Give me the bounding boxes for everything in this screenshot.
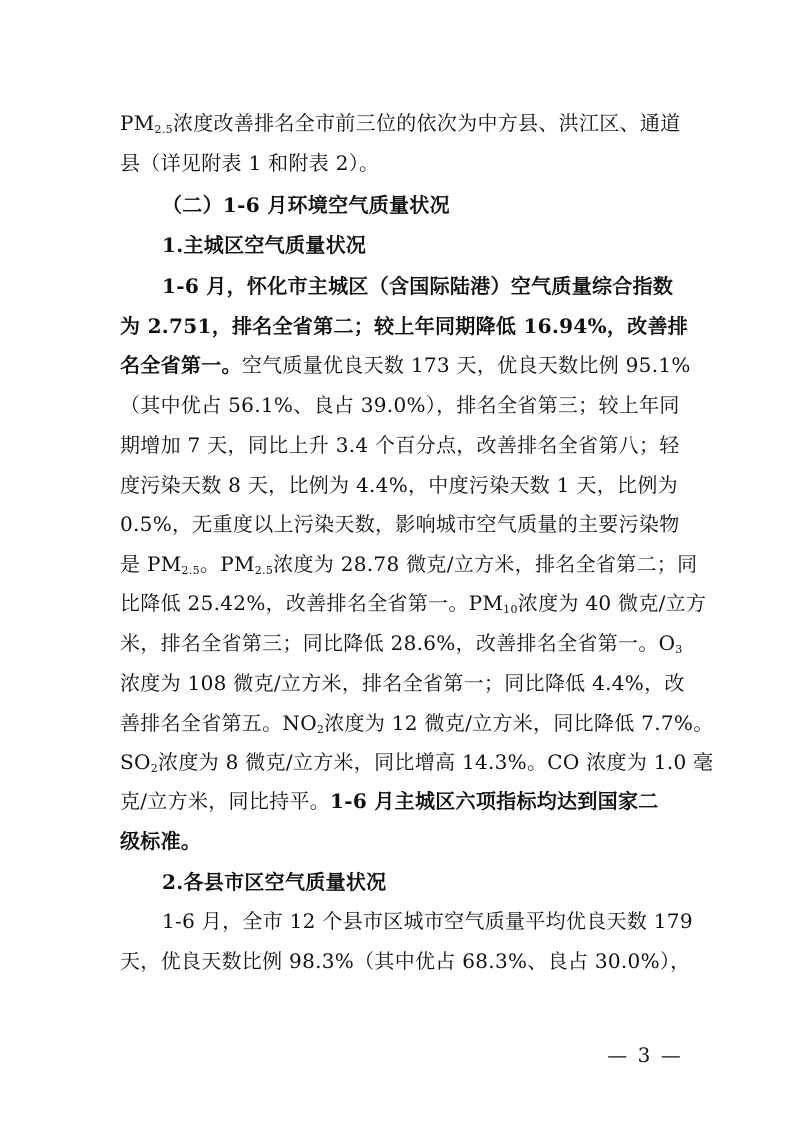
text-segment: 期增加 7 天，同比上升 3.4 个百分点，改善排名全省第八；轻 <box>120 433 680 457</box>
text-line-5 <box>162 267 680 305</box>
text-segment: 浓度为 28.78 微克/立方米，排名全省第二；同 <box>273 552 698 576</box>
text-segment: 米，排名全省第三；同比降低 28.6%，改善排名全省第一。O <box>120 631 676 655</box>
text-segment: 天，优良天数比例 98.3%（其中优占 68.3%、良占 30.0%）， <box>120 949 691 973</box>
bold-text-segment: 1-6 月，怀化市主城区（含国际陆港）空气质量综合指数 <box>162 274 674 298</box>
section-heading-2 <box>162 186 722 224</box>
bold-text-segment: 为 2.751，排名全省第二；较上年同期降低 16.94%，改善排 <box>120 314 689 338</box>
text-line-16 <box>120 704 714 742</box>
text-line-18 <box>120 782 680 820</box>
subscript-text: 2.5 <box>181 564 200 577</box>
text-line-2 <box>120 144 680 182</box>
subsection-heading-2 <box>162 863 722 901</box>
text-segment: 0.5%，无重度以上污染天数，影响城市空气质量的主要污染物 <box>120 512 680 536</box>
text-line-17 <box>120 743 714 781</box>
text-segment: 克/立方米，同比持平。 <box>120 789 331 813</box>
text-segment: 浓度为 108 微克/立方米，排名全省第一；同比降低 4.4%，改 <box>120 671 685 695</box>
text-segment: 比降低 25.42%，改善排名全省第一。PM <box>120 591 504 615</box>
text-segment: 空气质量优良天数 173 天，优良天数比例 95.1% <box>241 353 691 377</box>
text-line-19 <box>120 822 680 860</box>
subscript-text: 2.5 <box>254 564 274 577</box>
subscript-text: 2.5 <box>154 123 173 136</box>
text-line-10 <box>120 466 680 504</box>
bold-text-segment: 名全省第一。 <box>120 353 242 377</box>
text-segment: 浓度为 12 微克/立方米，同比降低 7.7%。 <box>324 711 714 735</box>
text-segment: SO <box>120 750 151 774</box>
text-segment: 。PM <box>199 552 255 576</box>
bold-text-segment: 2.各县市区空气质量状况 <box>162 870 387 894</box>
text-line-9 <box>120 426 680 464</box>
text-line-14 <box>120 624 683 662</box>
text-segment: 度污染天数 8 天，比例为 4.4%，中度污染天数 1 天，比例为 <box>120 473 678 497</box>
page-number: — 3 — <box>607 1043 683 1067</box>
text-line-1 <box>120 104 680 142</box>
bold-text-segment: 级标准。 <box>120 829 202 853</box>
bold-text-segment: 1-6 月主城区六项指标均达到国家二 <box>330 789 659 813</box>
text-line-22 <box>120 942 691 980</box>
text-segment: 是 PM <box>120 552 182 576</box>
text-segment: 浓度改善排名全市前三位的依次为中方县、洪江区、通道 <box>172 111 681 135</box>
text-line-13 <box>120 584 707 622</box>
text-segment: 善排名全省第五。NO <box>120 711 317 735</box>
text-line-11 <box>120 505 680 543</box>
subscript-text: 2 <box>150 762 159 775</box>
bold-text-segment: （二）1-6 月环境空气质量状况 <box>162 193 450 217</box>
text-line-7 <box>120 346 691 384</box>
text-segment: 浓度为 8 微克/立方米，同比增高 14.3%。CO 浓度为 1.0 毫 <box>158 750 714 774</box>
subscript-text: 2 <box>316 723 325 736</box>
text-line-21 <box>162 902 693 940</box>
bold-text-segment: 1.主城区空气质量状况 <box>162 233 367 257</box>
text-segment: 县（详见附表 1 和附表 2）。 <box>120 151 380 175</box>
text-line-6 <box>120 307 689 345</box>
text-segment: PM <box>120 111 155 135</box>
text-segment: 浓度为 40 微克/立方 <box>517 591 707 615</box>
subscript-text: 10 <box>503 603 518 616</box>
text-line-8 <box>120 386 680 424</box>
text-segment: （其中优占 56.1%、良占 39.0%），排名全省第三；较上年同 <box>120 393 680 417</box>
subscript-text: 3 <box>675 643 683 656</box>
text-line-15 <box>120 664 685 702</box>
subsection-heading-1 <box>162 226 722 264</box>
text-segment: 1-6 月，全市 12 个县市区城市空气质量平均优良天数 179 <box>162 909 693 933</box>
text-line-12 <box>120 545 698 583</box>
